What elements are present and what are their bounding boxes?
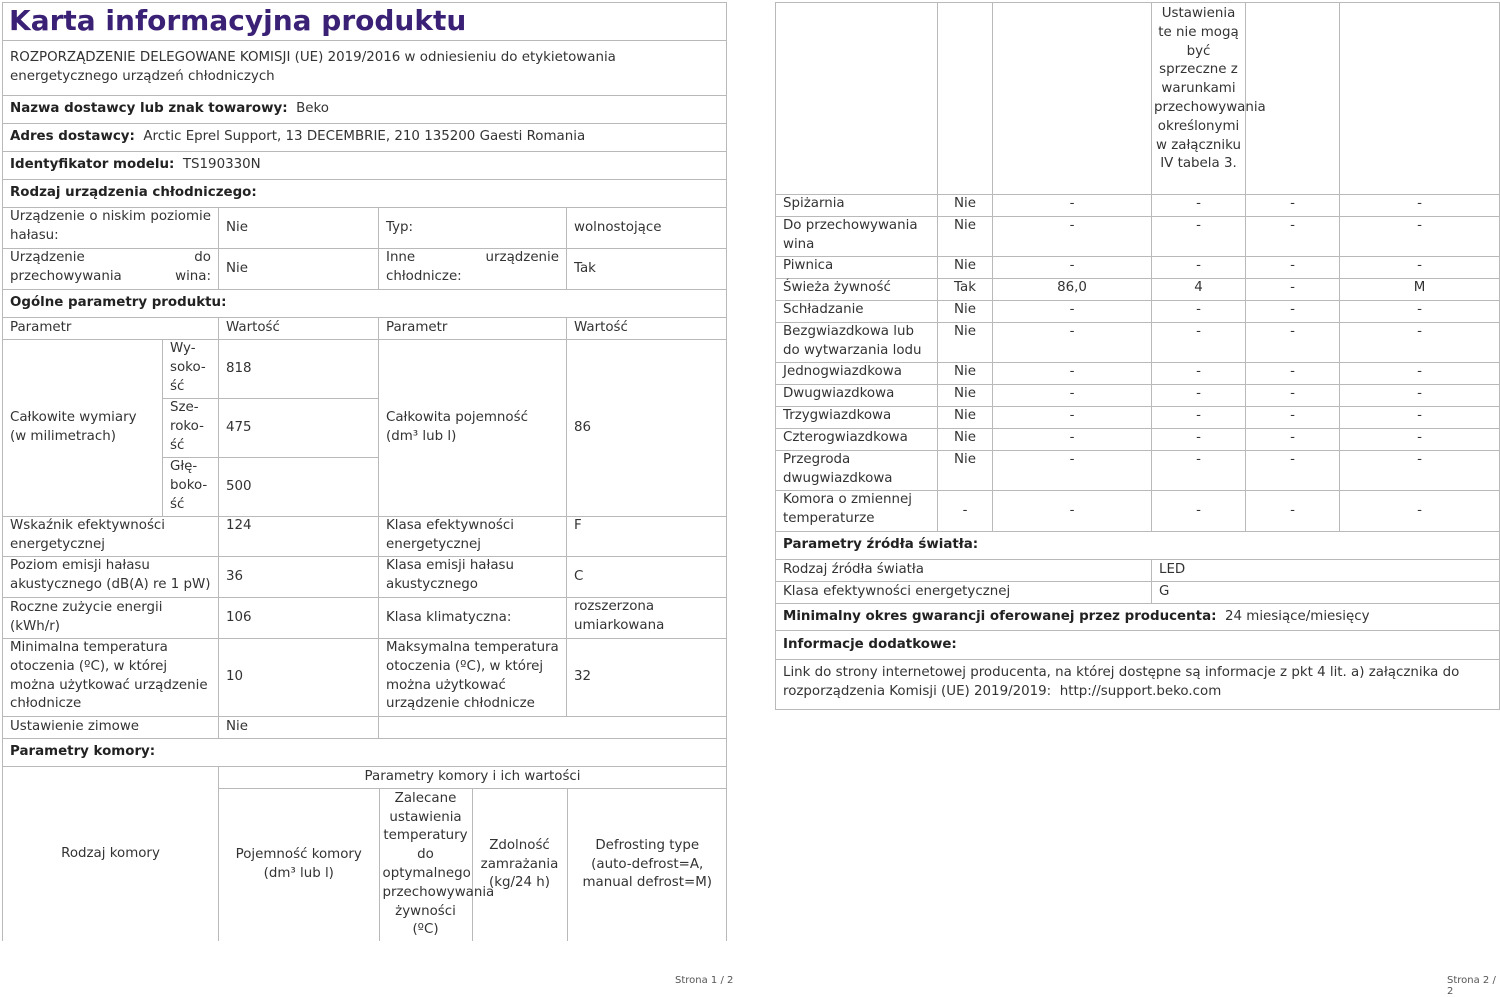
- compartment-row: [776, 429, 1500, 451]
- page-2: [775, 2, 1499, 710]
- compartment-volume: 86,0: [993, 279, 1152, 301]
- warranty-value: 24 miesiące/miesięcy: [1224, 608, 1370, 624]
- depth-value: 500: [219, 458, 379, 517]
- type-value: wolnostojące: [567, 208, 727, 249]
- compartment-row: [776, 217, 1500, 257]
- empty-cell: [1340, 3, 1500, 195]
- compartment-temp: -: [1152, 407, 1246, 429]
- eei-label: Wskaźnik efektywności energetycznej: [3, 517, 219, 557]
- col-header-param: Parametr: [3, 318, 219, 340]
- empty-cell: [379, 717, 727, 739]
- compartment-name: Jednogwiazdkowa: [776, 363, 938, 385]
- max-temp-label: Maksymalna temperatura otoczenia (ºC), w której można użytkować urządzenie chłodnicze: [379, 639, 567, 717]
- address-value: Arctic Eprel Support, 13 DECEMBRIE, 210 135200 Gaesti Romania: [143, 129, 586, 145]
- low-noise-value: Nie: [219, 208, 379, 249]
- section-light-source: Parametry źródła światła:: [776, 532, 1500, 560]
- compartment-type-header: Rodzaj komory: [3, 767, 219, 942]
- compartment-volume: -: [993, 323, 1152, 363]
- warranty-row: [776, 604, 1500, 631]
- light-class-value: G: [1152, 582, 1500, 604]
- compartment-temp: -: [1152, 257, 1246, 279]
- compartment-temp: -: [1152, 451, 1246, 491]
- compartment-volume: -: [993, 451, 1152, 491]
- compartment-present: Nie: [938, 301, 993, 323]
- compartment-volume: -: [993, 491, 1152, 532]
- page-1: [2, 2, 726, 941]
- depth-label: Głę- boko- ść: [163, 458, 219, 517]
- compartment-temp: -: [1152, 385, 1246, 407]
- product-info-table: [2, 2, 727, 941]
- compartment-freeze: -: [1246, 491, 1340, 532]
- compartment-volume: -: [993, 217, 1152, 257]
- empty-cell: [1246, 3, 1340, 195]
- compartment-row: [776, 363, 1500, 385]
- additional-info-row: [776, 660, 1500, 710]
- compartment-present: Nie: [938, 451, 993, 491]
- compartment-defrost-header: Defrosting type (auto-defrost=A, manual defrost=M): [567, 789, 727, 941]
- compartment-row: [776, 491, 1500, 532]
- compartment-name: Piwnica: [776, 257, 938, 279]
- compartment-volume: -: [993, 195, 1152, 217]
- min-temp-value: 10: [219, 639, 379, 717]
- compartment-volume: -: [993, 429, 1152, 451]
- compartment-defrost: -: [1340, 451, 1500, 491]
- compartment-present: Nie: [938, 195, 993, 217]
- climate-class-label: Klasa klimatyczna:: [379, 598, 567, 639]
- compartment-volume: -: [993, 301, 1152, 323]
- width-value: 475: [219, 399, 379, 458]
- other-appliance-label: Inne urządzenie chłodnicze:: [379, 249, 567, 290]
- energy-class-value: F: [567, 517, 727, 557]
- empty-cell: [993, 3, 1152, 195]
- compartment-volume: -: [993, 407, 1152, 429]
- annual-energy-label: Roczne zużycie energii (kWh/r): [3, 598, 219, 639]
- compartment-present: Tak: [938, 279, 993, 301]
- compartment-subheader-table: [219, 789, 727, 941]
- compartment-freeze: -: [1246, 217, 1340, 257]
- compartment-defrost: -: [1340, 491, 1500, 532]
- height-value: 818: [219, 340, 379, 399]
- eei-value: 124: [219, 517, 379, 557]
- compartment-name: Bezgwiazdkowa lub do wytwarzania lodu: [776, 323, 938, 363]
- compartment-freeze: -: [1246, 257, 1340, 279]
- model-row: [3, 152, 727, 180]
- total-volume-label: Całkowita pojemność (dm³ lub l): [379, 340, 567, 517]
- compartment-name: Czterogwiazdkowa: [776, 429, 938, 451]
- noise-value: 36: [219, 557, 379, 598]
- noise-label: Poziom emisji hałasu akustycznego (dB(A) re 1 pW): [3, 557, 219, 598]
- compartment-rows: [776, 195, 1500, 532]
- annual-energy-value: 106: [219, 598, 379, 639]
- regulation-text: ROZPORZĄDZENIE DELEGOWANE KOMISJI (UE) 2019/2016 w odniesieniu do etykietowania energetycznego urządzeń chłodniczych: [3, 41, 727, 96]
- model-value: TS190330N: [182, 157, 261, 173]
- compartment-defrost: -: [1340, 363, 1500, 385]
- compartment-present: Nie: [938, 407, 993, 429]
- compartment-temp: -: [1152, 217, 1246, 257]
- compartment-freeze: -: [1246, 429, 1340, 451]
- compartment-present: Nie: [938, 363, 993, 385]
- compartment-present: Nie: [938, 257, 993, 279]
- compartment-present: Nie: [938, 217, 993, 257]
- type-label: Typ:: [379, 208, 567, 249]
- compartment-volume: -: [993, 257, 1152, 279]
- compartment-row: [776, 385, 1500, 407]
- section-additional-info: Informacje dodatkowe:: [776, 631, 1500, 660]
- additional-info-text: Link do strony internetowej producenta, na której dostępne są informacje z pkt 4 lit. a) załącznika do rozporządzenia Komisji (UE) 2019/2019:: [783, 665, 1460, 699]
- compartment-row: [776, 451, 1500, 491]
- compartment-name: Świeża żywność: [776, 279, 938, 301]
- manufacturer-link[interactable]: http://support.beko.com: [1059, 683, 1222, 699]
- wine-value: Nie: [219, 249, 379, 290]
- compartment-defrost: -: [1340, 195, 1500, 217]
- compartment-volume: -: [993, 385, 1152, 407]
- section-appliance-type: Rodzaj urządzenia chłodniczego:: [3, 180, 727, 208]
- winter-setting-label: Ustawienie zimowe: [3, 717, 219, 739]
- light-class-label: Klasa efektywności energetycznej: [776, 582, 1152, 604]
- compartment-freeze: -: [1246, 385, 1340, 407]
- compartment-defrost: -: [1340, 217, 1500, 257]
- section-general-params: Ogólne parametry produktu:: [3, 290, 727, 318]
- energy-class-label: Klasa efektywności energetycznej: [379, 517, 567, 557]
- compartment-table: [775, 2, 1500, 710]
- compartment-present: Nie: [938, 385, 993, 407]
- compartment-temp-header: Zalecane ustawienia temperatury do optymalnego przechowywania żywności (ºC): [379, 789, 472, 941]
- compartment-freeze: -: [1246, 301, 1340, 323]
- section-compartment-params: Parametry komory:: [3, 739, 727, 767]
- compartment-freeze: -: [1246, 363, 1340, 385]
- compartment-name: Przegroda dwugwiazdkowa: [776, 451, 938, 491]
- wine-label: Urządzenie do przechowywania wina:: [3, 249, 219, 290]
- compartment-subheaders: [219, 789, 727, 942]
- col-header-value: Wartość: [567, 318, 727, 340]
- compartment-name: Trzygwiazdkowa: [776, 407, 938, 429]
- page-footer: Strona 2 / 2: [1447, 975, 1496, 997]
- compartment-name: Schładzanie: [776, 301, 938, 323]
- compartment-freeze: -: [1246, 407, 1340, 429]
- compartment-row: [776, 301, 1500, 323]
- supplier-row: [3, 96, 727, 124]
- compartment-temp: 4: [1152, 279, 1246, 301]
- total-volume-value: 86: [567, 340, 727, 517]
- other-appliance-value: Tak: [567, 249, 727, 290]
- supplier-label: Nazwa dostawcy lub znak towarowy:: [10, 101, 288, 117]
- compartment-defrost: -: [1340, 385, 1500, 407]
- compartment-name: Do przechowywania wina: [776, 217, 938, 257]
- compartment-freeze: -: [1246, 323, 1340, 363]
- model-label: Identyfikator modelu:: [10, 157, 175, 173]
- address-row: [3, 124, 727, 152]
- noise-class-value: C: [567, 557, 727, 598]
- compartment-row: [776, 195, 1500, 217]
- light-type-label: Rodzaj źródła światła: [776, 560, 1152, 582]
- compartment-temp: -: [1152, 363, 1246, 385]
- compartment-name: Komora o zmiennej temperaturze: [776, 491, 938, 532]
- light-type-value: LED: [1152, 560, 1500, 582]
- compartment-defrost: -: [1340, 429, 1500, 451]
- max-temp-value: 32: [567, 639, 727, 717]
- compartment-volume: -: [993, 363, 1152, 385]
- min-temp-label: Minimalna temperatura otoczenia (ºC), w której można użytkować urządzenie chłodnicze: [3, 639, 219, 717]
- compartment-freeze: -: [1246, 195, 1340, 217]
- compartment-temp: -: [1152, 491, 1246, 532]
- compartment-defrost: M: [1340, 279, 1500, 301]
- compartment-row: [776, 323, 1500, 363]
- page-title: Karta informacyjna produktu: [3, 3, 727, 41]
- winter-setting-value: Nie: [219, 717, 379, 739]
- compartment-freeze: -: [1246, 279, 1340, 301]
- temp-note: Ustawienia te nie mogą być sprzeczne z warunkami przechowywania określonymi w załączniku IV tabela 3.: [1152, 3, 1246, 195]
- compartment-row: [776, 279, 1500, 301]
- compartment-name: Spiżarnia: [776, 195, 938, 217]
- address-label: Adres dostawcy:: [10, 129, 135, 145]
- compartment-params-header: Parametry komory i ich wartości: [219, 767, 727, 789]
- col-header-value: Wartość: [219, 318, 379, 340]
- compartment-temp: -: [1152, 195, 1246, 217]
- compartment-defrost: -: [1340, 407, 1500, 429]
- width-label: Sze- roko- ść: [163, 399, 219, 458]
- compartment-defrost: -: [1340, 323, 1500, 363]
- compartment-name: Dwugwiazdkowa: [776, 385, 938, 407]
- compartment-temp: -: [1152, 429, 1246, 451]
- compartment-present: Nie: [938, 429, 993, 451]
- compartment-volume-header: Pojemność komory (dm³ lub l): [219, 789, 379, 941]
- empty-cell: [938, 3, 993, 195]
- warranty-label: Minimalny okres gwarancji oferowanej przez producenta:: [783, 608, 1217, 624]
- compartment-freeze: -: [1246, 451, 1340, 491]
- climate-class-value: rozszerzona umiarkowana: [567, 598, 727, 639]
- compartment-row: [776, 407, 1500, 429]
- supplier-value: Beko: [296, 101, 329, 117]
- compartment-row: [776, 257, 1500, 279]
- compartment-temp: -: [1152, 301, 1246, 323]
- low-noise-label: Urządzenie o niskim poziomie hałasu:: [3, 208, 219, 249]
- compartment-freeze-header: Zdolność zamrażania (kg/24 h): [472, 789, 567, 941]
- compartment-defrost: -: [1340, 301, 1500, 323]
- dimensions-label: Całkowite wymiary (w milimetrach): [3, 340, 163, 517]
- noise-class-label: Klasa emisji hałasu akustycznego: [379, 557, 567, 598]
- col-header-param: Parametr: [379, 318, 567, 340]
- compartment-defrost: -: [1340, 257, 1500, 279]
- compartment-present: Nie: [938, 323, 993, 363]
- empty-cell: [776, 3, 938, 195]
- page-footer: Strona 1 / 2: [675, 975, 734, 986]
- compartment-temp: -: [1152, 323, 1246, 363]
- compartment-present: -: [938, 491, 993, 532]
- height-label: Wy- soko- ść: [163, 340, 219, 399]
